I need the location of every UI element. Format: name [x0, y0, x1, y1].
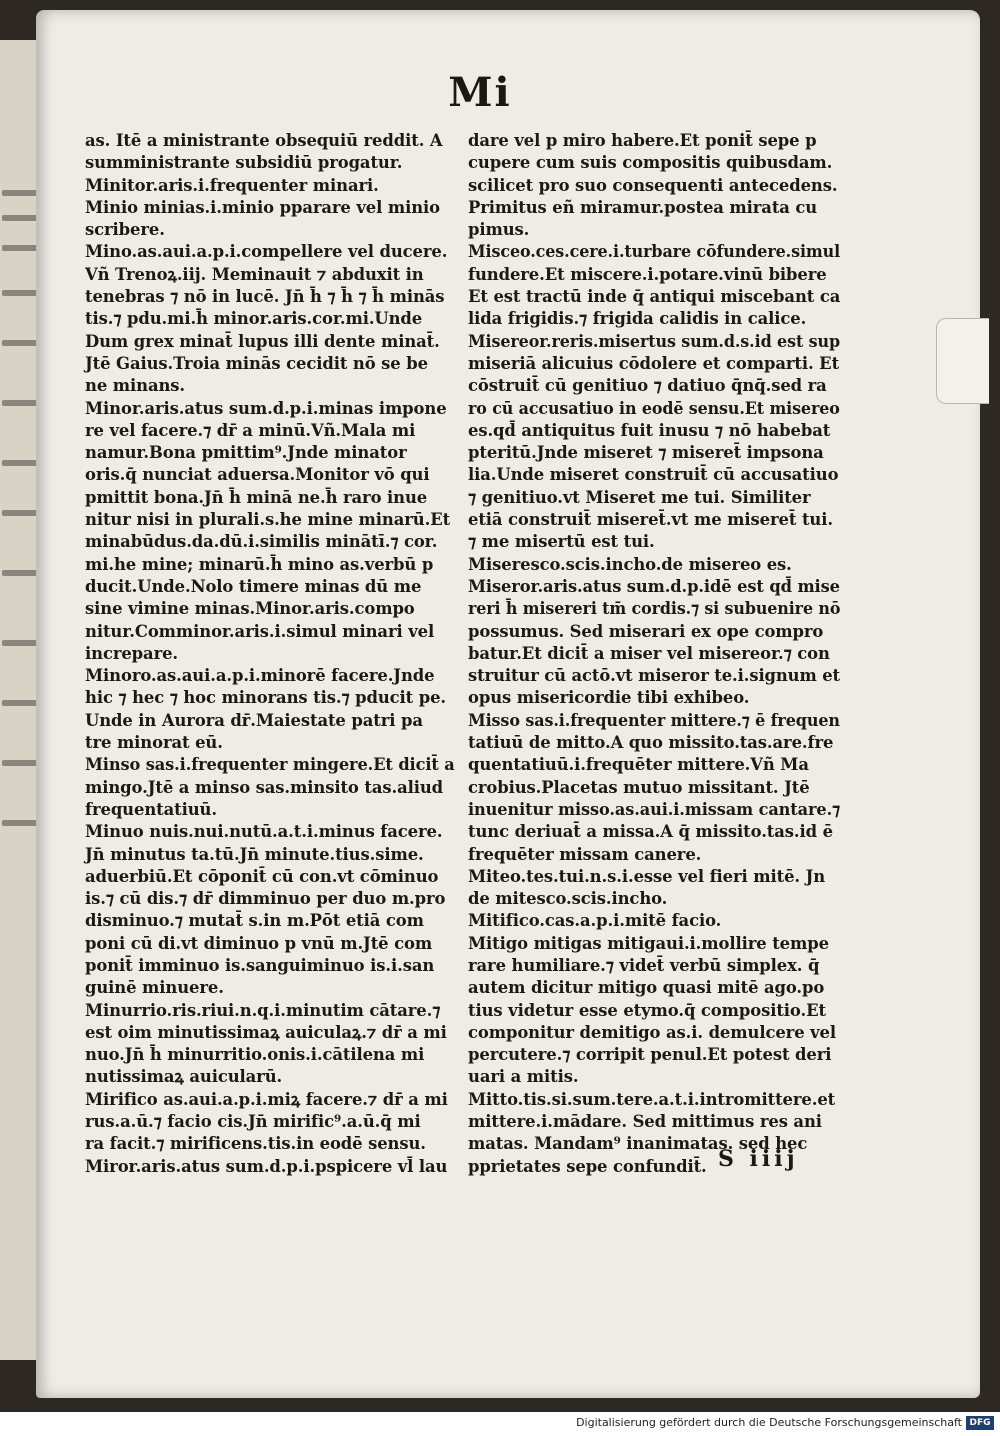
page-tab-marker: [936, 318, 989, 404]
text-line: oris.q̄ nunciat aduersa.Monitor vō qui: [85, 465, 430, 485]
text-line: miseriā alicuius cōdolere et comparti. Et: [468, 353, 840, 373]
text-line: tenebras ⁊ nō in lucē. Jn̄ h̄ ⁊ h̄ ⁊ h̄ minās: [85, 287, 445, 307]
text-line: batur.Et dicit̄ a miser vel misereor.⁊ con: [468, 643, 830, 663]
text-line: ⁊ me misertū est tui.: [468, 532, 655, 552]
text-line: increpare.: [85, 643, 179, 663]
text-line: pimus.: [468, 220, 530, 240]
text-line: quentatiuū.i.frequēter mittere.Vñ Ma: [468, 755, 809, 775]
text-line: Jn̄ minutus ta.tū.Jn̄ minute.tius.sime.: [85, 844, 424, 864]
text-line: lida frigidis.⁊ frigida calidis in calice.: [468, 309, 807, 329]
text-line: frequentatiuū.: [85, 799, 217, 819]
text-line: tatiuū de mitto.A quo missito.tas.are.fre: [468, 733, 834, 753]
text-line: poni cū di.vt diminuo p vnū m.Jtē com: [85, 933, 433, 953]
text-line: nutissimaꝝ auicularū.: [85, 1067, 283, 1087]
text-line: Mino.as.aui.a.p.i.compellere vel ducere.: [85, 242, 448, 262]
text-line: autem dicitur mitigo quasi mitē ago.po: [468, 978, 825, 998]
text-line: ra facit.⁊ mirificens.tis.in eodē sensu.: [85, 1134, 426, 1154]
text-line: dare vel p miro habere.Et ponit̄ sepe p: [468, 131, 817, 150]
text-line: sine vimine minas.Minor.aris.compo: [85, 599, 415, 619]
text-line: Minuo nuis.nui.nutū.a.t.i.minus facere.: [85, 822, 443, 842]
text-line: pmittit bona.Jn̄ h̄ minā ne.h̄ raro inue: [85, 487, 428, 507]
text-line: scilicet pro suo consequenti antecedens.: [468, 175, 838, 195]
text-line: tis.⁊ pdu.mi.h̄ minor.aris.cor.mi.Unde: [85, 309, 423, 329]
text-line: matas. Mandam⁹ inanimatas. sed hec: [468, 1134, 808, 1154]
text-line: nitur nisi in plurali.s.he mine minarū.Et: [85, 510, 451, 530]
footer-bar: [0, 1412, 1000, 1436]
text-line: de mitesco.scis.incho.: [468, 889, 668, 909]
text-line: opus misericordie tibi exhibeo.: [468, 688, 750, 708]
text-line: Minio minias.i.minio pparare vel minio: [85, 197, 441, 217]
text-line: namur.Bona pmittim⁹.Jnde minator: [85, 443, 407, 463]
text-line: is.⁊ cū dis.⁊ dr̄ dimminuo per duo m.pro: [85, 889, 446, 909]
text-line: rus.a.ū.⁊ facio cis.Jn̄ mirific⁹.a.ū.q̄ mi: [85, 1112, 421, 1132]
text-line: Miseror.aris.atus sum.d.p.idē est qd̄ mise: [468, 576, 840, 596]
text-line: componitur demitigo as.i. demulcere vel: [468, 1022, 837, 1042]
text-line: tunc deriuat̄ a missa.A q̄ missito.tas.id ē: [468, 822, 833, 842]
text-line: Miteo.tes.tui.n.s.i.esse vel fieri mitē. Jn: [468, 866, 826, 886]
text-line: Primitus eñ miramur.postea mirata cu: [468, 197, 818, 217]
text-line: reri h̄ misereri tm̄ cordis.⁊ si subuenire nō: [468, 599, 841, 619]
text-line: cōstruit̄ cū genitiuo ⁊ datiuo q̄nq̄.sed ra: [468, 376, 827, 396]
text-line: Misso sas.i.frequenter mittere.⁊ ē frequen: [468, 710, 840, 730]
text-line: ro cū accusatiuo in eodē sensu.Et misereo: [468, 398, 840, 418]
text-line: ponit̄ imminuo is.sanguiminuo is.i.san: [85, 955, 435, 975]
text-line: crobius.Placetas mutuo missitant. Jtē: [468, 777, 810, 797]
text-line: Mirifico as.aui.a.p.i.miꝝ facere.⁊ dr̄ a mi: [85, 1089, 448, 1109]
text-line: mi.he mine; minarū.h̄ mino as.verbū p: [85, 554, 434, 574]
text-line: possumus. Sed miserari ex ope compro: [468, 621, 824, 641]
text-line: aduerbiū.Et cōponit̄ cū con.vt cōminuo: [85, 866, 439, 886]
text-line: Minso sas.i.frequenter mingere.Et dicit̄ a: [85, 755, 455, 775]
text-line: nuo.Jn̄ h̄ minurritio.onis.i.cātilena mi: [85, 1045, 425, 1065]
left-column: [85, 130, 455, 1178]
text-line: percutere.⁊ corripit penul.Et potest deri: [468, 1045, 832, 1065]
text-line: mittere.i.mādare. Sed mittimus res ani: [468, 1112, 822, 1132]
text-line: disminuo.⁊ mutat̄ s.in m.Pōt etiā com: [85, 911, 424, 931]
text-line: Unde in Aurora dr̄.Maiestate patri pa: [85, 710, 423, 730]
text-line: est oim minutissimaꝝ auiculaꝝ.⁊ dr̄ a mi: [85, 1022, 447, 1042]
text-line: as. Itē a ministrante obsequiū reddit. A: [85, 131, 443, 150]
text-line: Mitigo mitigas mitigaui.i.mollire tempe: [468, 933, 829, 953]
text-line: Mitto.tis.si.sum.tere.a.t.i.intromittere.et: [468, 1089, 836, 1109]
text-line: Dum grex minat̄ lupus illi dente minat̄.: [85, 331, 440, 351]
text-line: Minitor.aris.i.frequenter minari.: [85, 175, 379, 195]
footer-credit: Digitalisierung gefördert durch die Deutsche Forschungsgemeinschaft: [576, 1416, 962, 1429]
text-line: Miror.aris.atus sum.d.p.i.pspicere vl̄ lau: [85, 1156, 448, 1176]
text-line: nitur.Comminor.aris.i.simul minari vel: [85, 621, 435, 641]
text-line: Minurrio.ris.riui.n.q.i.minutim cātare.⁊: [85, 1000, 441, 1020]
text-line: Jtē Gaius.Troia minās cecidit nō se be: [85, 353, 428, 373]
text-line: Minoro.as.aui.a.p.i.minorē facere.Jnde: [85, 666, 435, 686]
text-line: rare humiliare.⁊ videt̄ verbū simplex. q̄: [468, 955, 820, 975]
text-line: etiā construit̄ miseret̄.vt me miseret̄ tui.: [468, 510, 833, 530]
text-line: minabūdus.da.dū.i.similis minātī.⁊ cor.: [85, 532, 438, 552]
text-line: inuenitur misso.as.aui.i.missam cantare.⁊: [468, 799, 841, 819]
right-column: [468, 130, 840, 1178]
text-line: cupere cum suis compositis quibusdam.: [468, 153, 833, 173]
text-line: sumministrante subsidiū progatur.: [85, 153, 403, 173]
text-line: Et est tractū inde q̄ antiqui miscebant ca: [468, 287, 841, 307]
dfg-logo: DFG: [966, 1416, 994, 1430]
signature-mark: S iiij: [718, 1146, 799, 1172]
text-line: tre minorat eū.: [85, 733, 223, 753]
text-line: ducit.Unde.Nolo timere minas dū me: [85, 576, 422, 596]
text-line: guinē minuere.: [85, 978, 224, 998]
text-line: mingo.Jtē a minso sas.minsito tas.aliud: [85, 777, 444, 797]
text-line: uari a mitis.: [468, 1067, 579, 1087]
text-line: pteritū.Jnde miseret ⁊ miseret̄ impsona: [468, 443, 824, 463]
text-line: fundere.Et miscere.i.potare.vinū bibere: [468, 264, 827, 284]
text-line: ⁊ genitiuo.vt Miseret me tui. Similiter: [468, 487, 811, 507]
text-line: struitur cū actō.vt miseror te.i.signum et: [468, 666, 840, 686]
text-line: Vñ Trenoꝝ.iij. Meminauit ⁊ abduxit in: [85, 264, 424, 284]
text-line: re vel facere.⁊ dr̄ a minū.Vñ.Mala mi: [85, 420, 416, 440]
text-line: Miseresco.scis.incho.de misereo es.: [468, 554, 792, 574]
text-line: hic ⁊ hec ⁊ hoc minorans tis.⁊ pducit pe.: [85, 688, 447, 708]
text-line: Mitifico.cas.a.p.i.mitē facio.: [468, 911, 722, 931]
text-line: Misereor.reris.misertus sum.d.s.id est sup: [468, 331, 841, 351]
text-line: es.qd̄ antiquitus fuit inusu ⁊ nō habebat: [468, 420, 831, 440]
text-line: tius videtur esse etymo.q̄ compositio.Et: [468, 1000, 826, 1020]
text-line: lia.Unde miseret construit̄ cū accusatiuo: [468, 465, 839, 485]
text-line: Misceo.ces.cere.i.turbare cōfundere.simul: [468, 242, 841, 262]
text-line: ne minans.: [85, 376, 186, 396]
text-line: pprietates sepe confundit̄.: [468, 1156, 707, 1176]
running-head: Mi: [448, 69, 512, 116]
text-line: scribere.: [85, 220, 165, 240]
text-line: frequēter missam canere.: [468, 844, 702, 864]
text-line: Minor.aris.atus sum.d.p.i.minas impone: [85, 398, 447, 418]
